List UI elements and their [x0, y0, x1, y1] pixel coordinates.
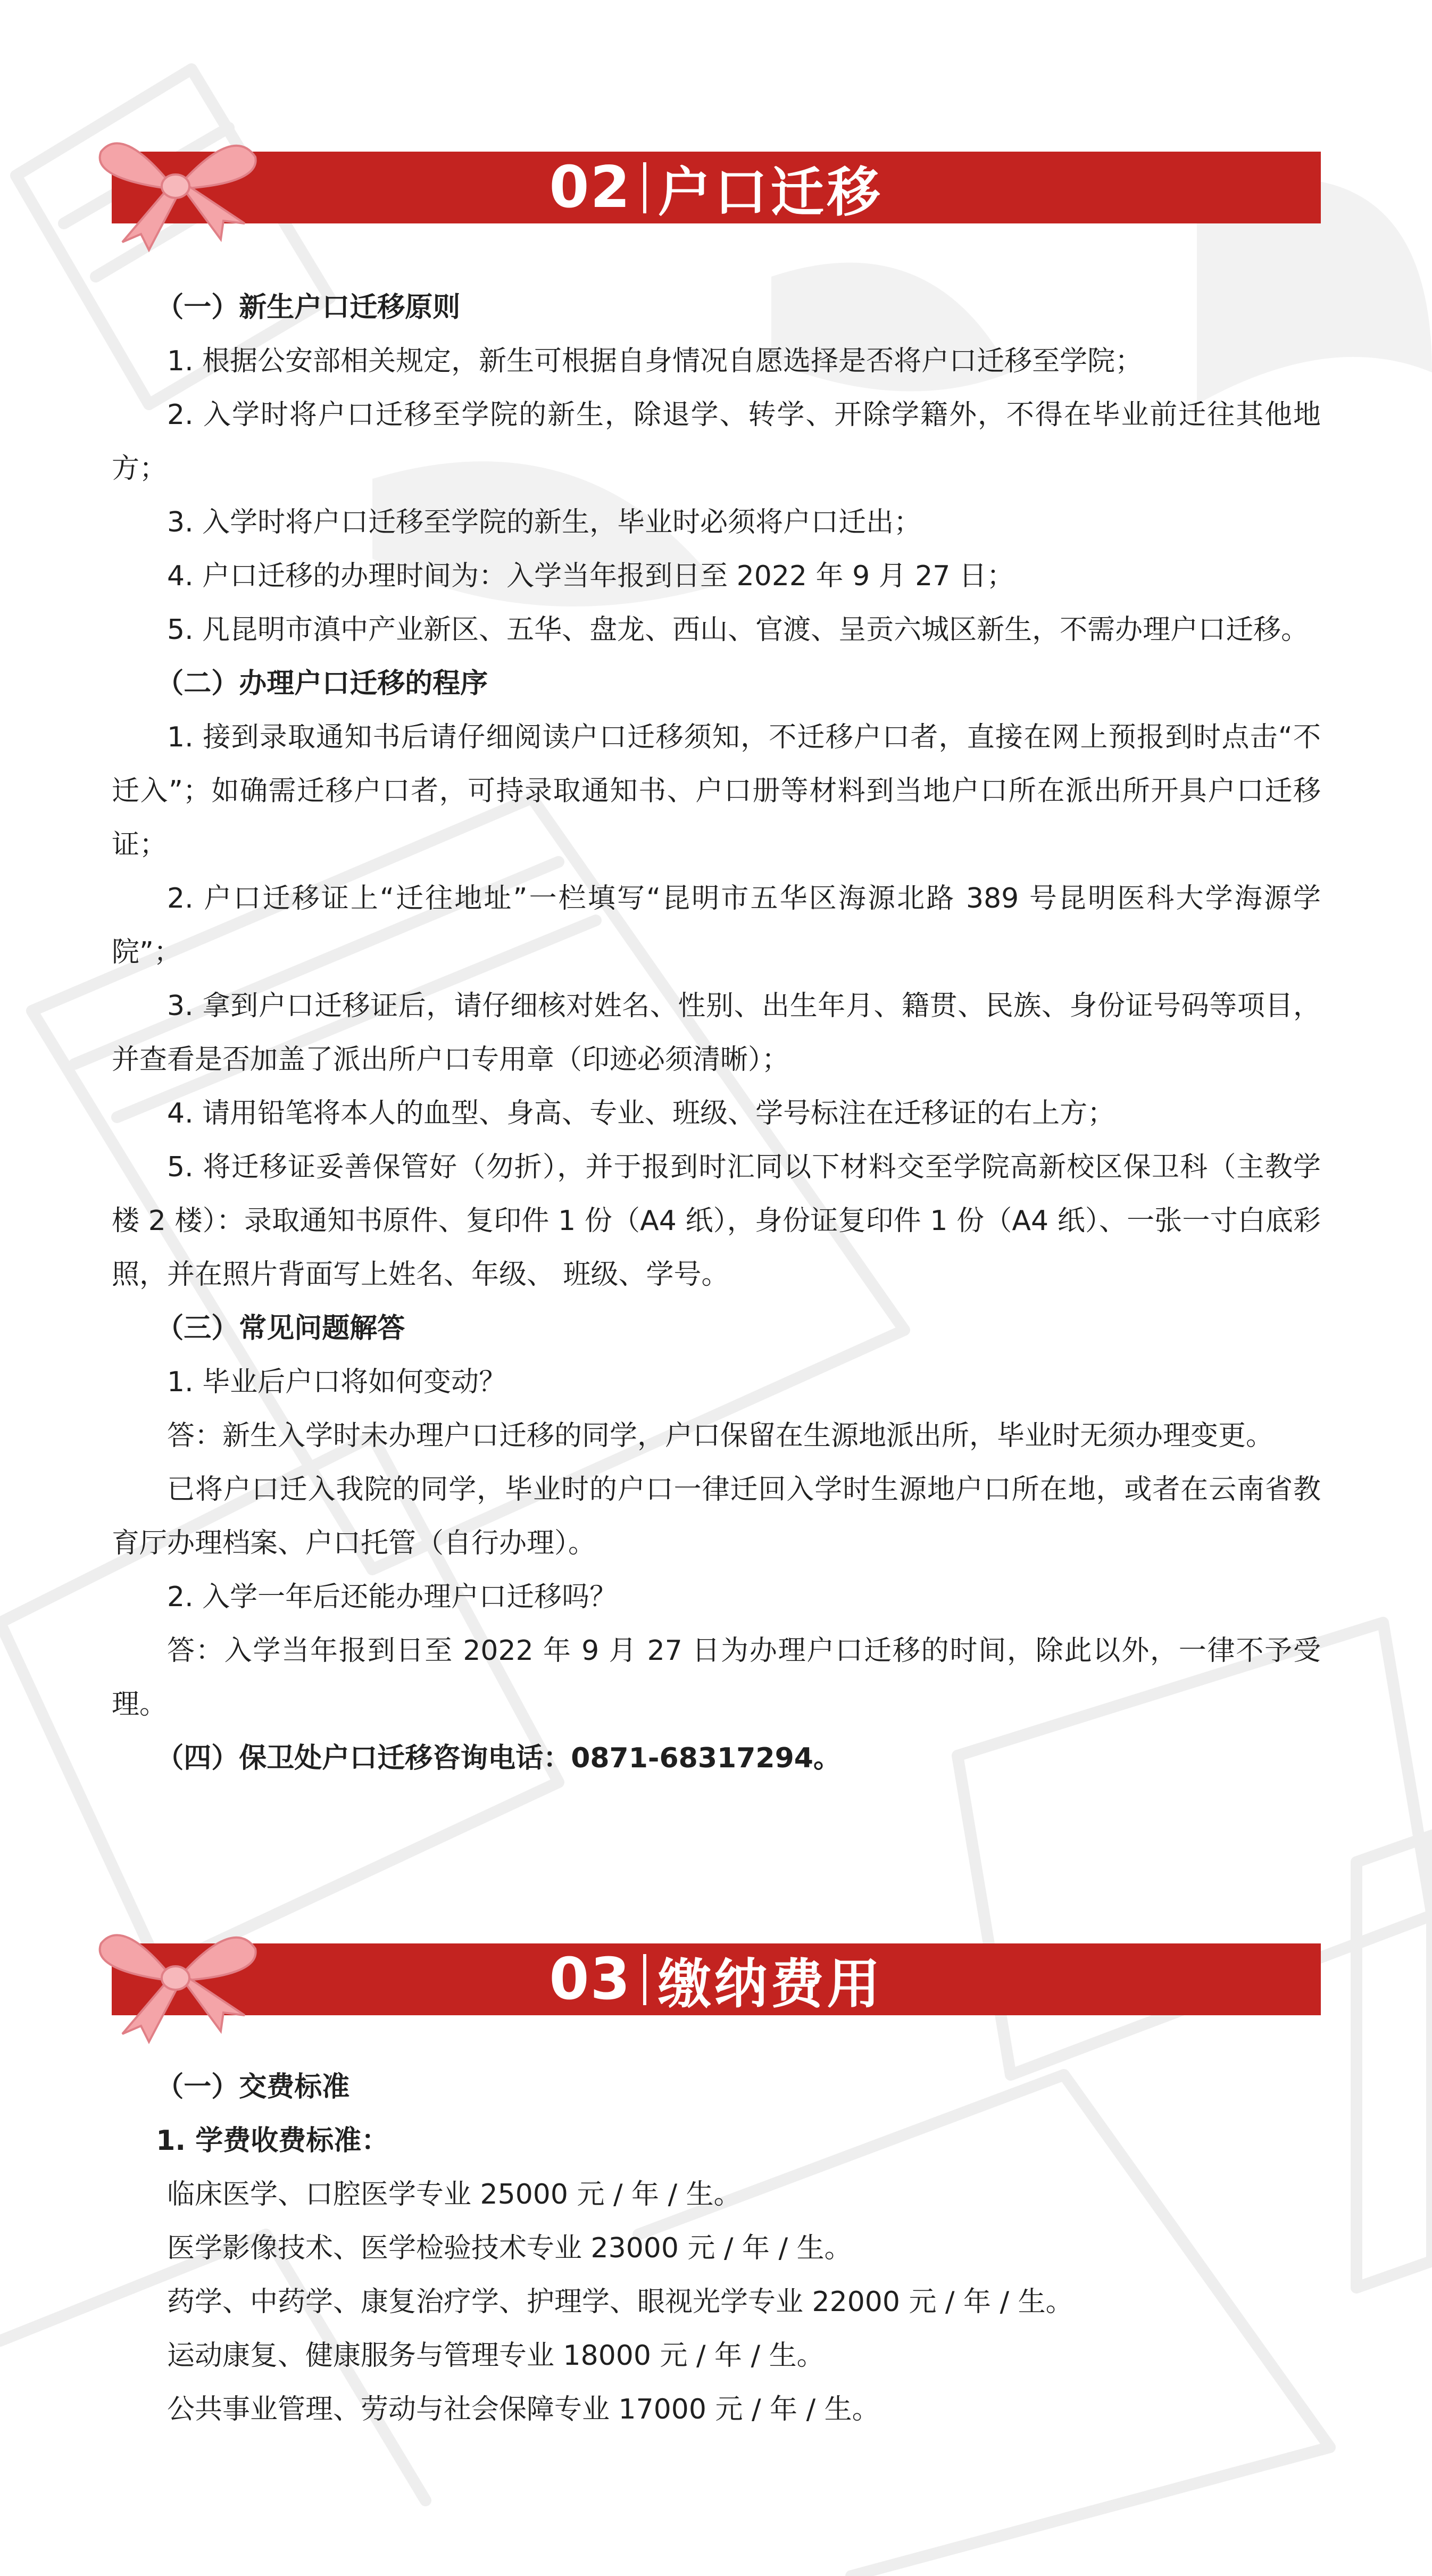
ribbon-bow-icon [90, 1912, 266, 2045]
banner-divider [643, 1954, 646, 2005]
paragraph: 公共事业管理、劳动与社会保障专业 17000 元 / 年 / 生。 [167, 2394, 880, 2425]
section-subheading: （一）新生户口迁移原则 [156, 292, 461, 323]
section-03-title: 缴纳费用 [657, 1952, 884, 2015]
paragraph: 已将户口迁入我院的同学，毕业时的户口一律迁回入学时生源地户口所在地，或者在云南省教育厅办理档案、户口托管（自行办理）。 [112, 1474, 1321, 1559]
paragraph: 运动康复、健康服务与管理专业 18000 元 / 年 / 生。 [167, 2340, 825, 2372]
paragraph: 答：入学当年报到日至 2022 年 9 月 27 日为办理户口迁移的时间，除此以外，一律不予受理。 [112, 1635, 1321, 1721]
section-03-banner [112, 1943, 1321, 2015]
section-02-number: 02 [549, 154, 631, 221]
paragraph: 4. 请用铅笔将本人的血型、身高、专业、班级、学号标注在迁移证的右上方； [167, 1098, 1115, 1129]
section-subheading: （四）保卫处户口迁移咨询电话：0871-68317294。 [156, 1742, 841, 1774]
paragraph: 2. 入学时将户口迁移至学院的新生，除退学、转学、开除学籍外，不得在毕业前迁往其他地方； [112, 399, 1321, 485]
paragraph: 1. 毕业后户口将如何变动？ [167, 1366, 507, 1398]
paragraph: 1. 根据公安部相关规定，新生可根据自身情况自愿选择是否将户口迁移至学院； [167, 345, 1143, 377]
section-02-title: 户口迁移 [657, 161, 884, 223]
section-03-content [112, 2060, 1321, 2437]
paragraph: 2. 户口迁移证上“迁往地址”一栏填写“昆明市五华区海源北路 389 号昆明医科大学海源学院”； [112, 883, 1321, 968]
paragraph: 3. 入学时将户口迁移至学院的新生，毕业时必须将户口迁出； [167, 506, 922, 538]
section-subheading: （三）常见问题解答 [156, 1312, 405, 1344]
section-02-content [112, 281, 1321, 1785]
paragraph: 2. 入学一年后还能办理户口迁移吗？ [167, 1581, 618, 1613]
section-subheading: （一）交费标准 [156, 2071, 350, 2103]
banner-divider [643, 162, 646, 213]
paragraph: 医学影像技术、医学检验技术专业 23000 元 / 年 / 生。 [167, 2232, 852, 2264]
section-subheading: 1. 学费收费标准： [156, 2125, 389, 2157]
paragraph: 3. 拿到户口迁移证后，请仔细核对姓名、性别、出生年月、籍贯、民族、身份证号码等项目，并查看是否加盖了派出所户口专用章（印迹必须清晰）； [112, 990, 1321, 1076]
section-subheading: （二）办理户口迁移的程序 [156, 668, 488, 700]
paragraph: 5. 凡昆明市滇中产业新区、五华、盘龙、西山、官渡、呈贡六城区新生，不需办理户口迁移。 [167, 614, 1309, 646]
section-02-banner [112, 152, 1321, 223]
section-03-number: 03 [549, 1946, 631, 2013]
paragraph: 4. 户口迁移的办理时间为：入学当年报到日至 2022 年 9 月 27 日； [167, 560, 1014, 592]
ribbon-bow-icon [90, 120, 266, 253]
paragraph: 1. 接到录取通知书后请仔细阅读户口迁移须知，不迁移户口者，直接在网上预报到时点击“不迁入”；如确需迁移户口者，可持录取通知书、户口册等材料到当地户口所在派出所开具户口迁移证； [112, 721, 1321, 861]
paragraph: 答：新生入学时未办理户口迁移的同学，户口保留在生源地派出所，毕业时无须办理变更。 [167, 1420, 1274, 1452]
paragraph: 临床医学、口腔医学专业 25000 元 / 年 / 生。 [167, 2179, 742, 2211]
paragraph: 5. 将迁移证妥善保管好（勿折），并于报到时汇同以下材料交至学院高新校区保卫科（主教学楼 2 楼）：录取通知书原件、复印件 1 份（A4 纸），身份证复印件 1 份（A4 纸）、一张一寸白底彩照，并在照片背面写上姓名、年级、 班级、学号。 [112, 1151, 1321, 1291]
paragraph: 药学、中药学、康复治疗学、护理学、眼视光学专业 22000 元 / 年 / 生。 [167, 2286, 1073, 2318]
